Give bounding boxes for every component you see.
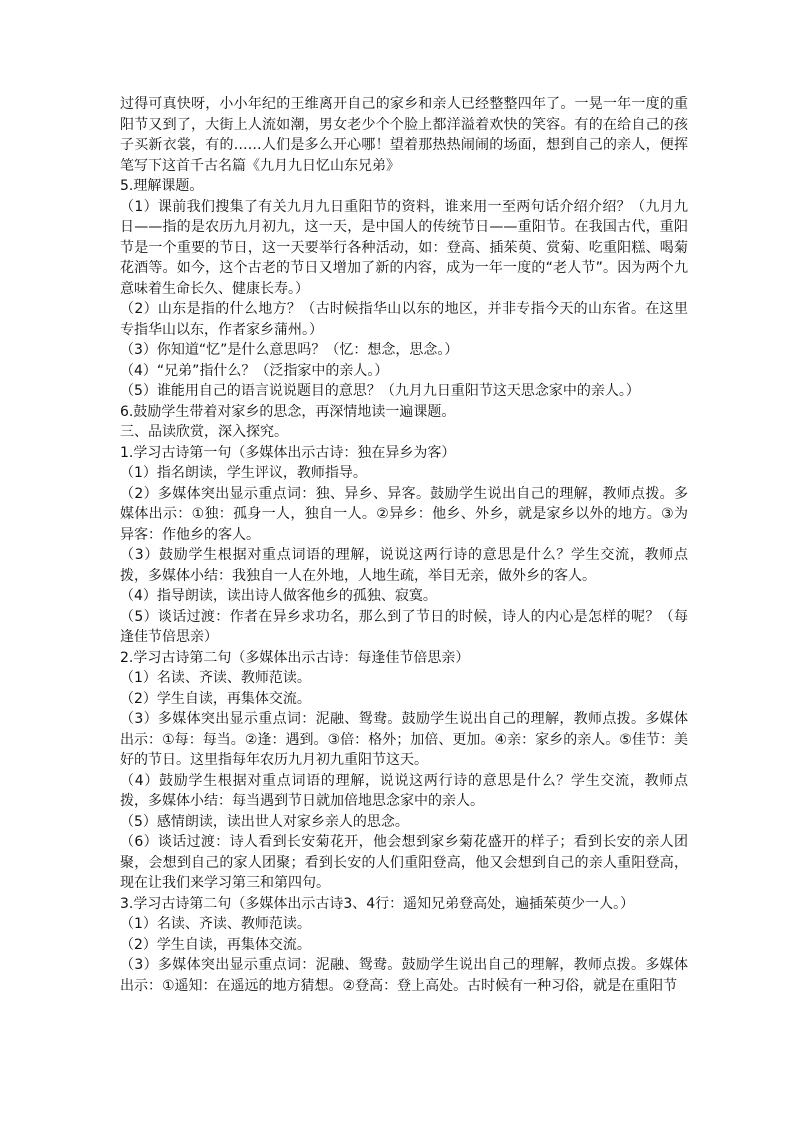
list-item-line-2-step-6: （6）谈话过渡：诗人看到长安菊花开，他会想到家乡菊花盛开的样子；看到长安的亲人团聚，会想到自己的家人团聚；看到长安的人们重阳登高，他又会想到自己的亲人重阳登高，现在让我们来学习第三和第四句。 [120, 834, 688, 891]
section-heading-understand-title: 5.理解课题。 [120, 178, 204, 194]
list-item-line-1-step-5: （5）谈话过渡：作者在异乡求功名，那么到了节日的时候，诗人的内心是怎样的呢？（每逢佳节倍思亲） [120, 608, 688, 645]
document-page [120, 94, 688, 996]
list-item-line-1-step-2: （2）多媒体突出显示重点词：独、异乡、异客。鼓励学生说出自己的理解，教师点拨。多媒体出示：①独：孤身一人，独自一人。②异乡：他乡、外乡，就是家乡以外的地方。③为异客：作他乡的客人。 [120, 485, 688, 543]
list-item-line-2-step-3: （3）多媒体突出显示重点词：泥融、鸳鸯。鼓励学生说出自己的理解，教师点拨。多媒体出示：①每：每当。②逢：遇到。③倍：格外；加倍、更加。④亲：家乡的亲人。⑤佳节：美好的节日。这里指每年农历九月初九重阳节这天。 [120, 711, 688, 768]
intro-paragraph: 过得可真快呀，小小年纪的王维离开自己的家乡和亲人已经整整四年了。一晃一年一度的重阳节又到了，大街上人流如潮，男女老少个个脸上都洋溢着欢快的笑容。有的在给自己的孩子买新衣裳，有的……人们是多么开心哪！望着那热热闹闹的场面，想到自己的亲人，便挥笔写下这首千古名篇《九月九日忆山东兄弟》 [120, 96, 688, 174]
list-item-line-2-step-4: （4）鼓励学生根据对重点词语的理解，说说这两行诗的意思是什么？学生交流，教师点拨，多媒体小结：每当遇到节日就加倍地思念家中的亲人。 [120, 772, 688, 809]
list-item-line-2-step-2: （2）学生自读，再集体交流。 [120, 690, 311, 707]
list-item-line-1-step-4: （4）指导朗读，读出诗人做客他乡的孤独、寂寞。 [120, 588, 437, 604]
list-item-title-question-5: （5）谁能用自己的语言说说题目的意思？（九月九日重阳节这天思念家中的亲人。） [120, 383, 640, 399]
list-item-title-question-4: （4）“兄弟”指什么？（泛指家中的亲人。） [120, 362, 389, 379]
list-item-line-2-step-5: （5）感情朗读，读出世人对家乡亲人的思念。 [120, 813, 409, 830]
list-item-line-3-step-2: （2）学生自读，再集体交流。 [120, 936, 311, 953]
subsection-heading-line-1: 1.学习古诗第一句（多媒体出示古诗：独在异乡为客） [120, 444, 456, 461]
section-heading-appreciation: 三、品读欣赏，深入探究。 [120, 424, 288, 440]
subsection-heading-line-3-4: 3.学习古诗第二句（多媒体出示古诗3、4行：遥知兄弟登高处，遍插茱萸少一人。） [120, 895, 635, 912]
list-item-title-question-2: （2）山东是指的什么地方？（古时候指华山以东的地区，并非专指今天的山东省。在这里专指华山以东，作者家乡蒲州。） [120, 301, 688, 338]
list-item-title-question-3: （3）你知道“忆”是什么意思吗？（忆：想念，思念。） [120, 342, 459, 358]
list-item-line-1-step-3: （3）鼓励学生根据对重点词语的理解，说说这两行诗的意思是什么？学生交流，教师点拨，多媒体小结：我独自一人在外地，人地生疏，举目无亲，做外乡的客人。 [120, 547, 688, 584]
list-item-line-1-step-1: （1）指名朗读，学生评议，教师指导。 [120, 465, 367, 481]
list-item-line-3-step-1: （1）名读、齐读、教师范读。 [120, 916, 311, 932]
list-item-line-2-step-1: （1）名读、齐读、教师范读。 [120, 670, 311, 686]
list-item-line-3-step-3: （3）多媒体突出显示重点词：泥融、鸳鸯。鼓励学生说出自己的理解，教师点拨。多媒体出示：①遥知：在遥远的地方猜想。②登高：登上高处。古时候有一种习俗，就是在重阳节 [120, 957, 688, 994]
subsection-heading-line-2: 2.学习古诗第二句（多媒体出示古诗：每逢佳节倍思亲） [120, 649, 470, 666]
list-item-title-question-1: （1）课前我们搜集了有关九月九日重阳节的资料，谁来用一至两句话介绍介绍？（九月九日——指的是农历九月初九，这一天，是中国人的传统节日——重阳节。在我国古代，重阳节是一个重要的节日，这一天要举行各种活动，如：登高、插茱萸、赏菊、吃重阳糕、喝菊花酒等。如今，这个古老的节日又增加了新的内容，成为一年一度的“老人节”。因为两个九意味着生命长久、健康长寿。） [120, 198, 688, 297]
section-heading-reread-title: 6.鼓励学生带着对家乡的思念，再深情地读一遍课题。 [120, 403, 456, 420]
